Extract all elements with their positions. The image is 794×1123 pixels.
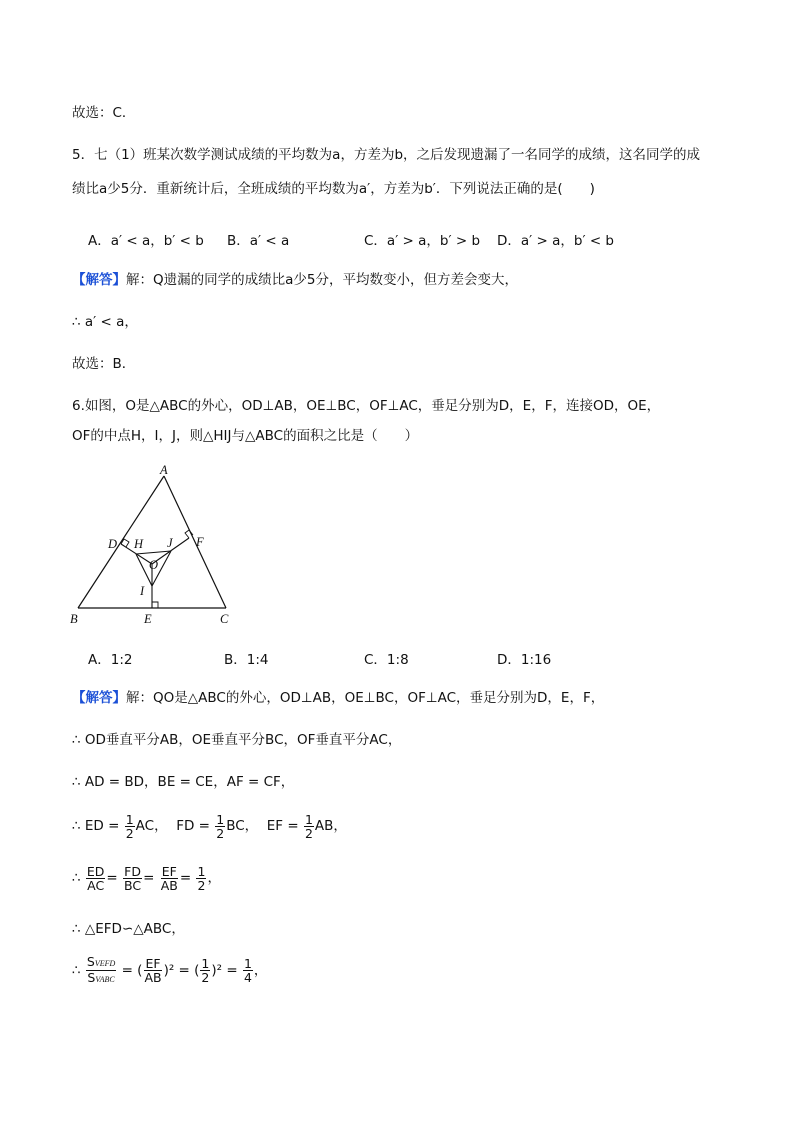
q6-option-d: D．1:16 <box>497 652 552 668</box>
q5-conclusion: 故选：B． <box>72 356 136 372</box>
q6-step6: ∴ $\frac{\text{SVEFD}}{\text{SVABC}}$ = ( $\frac{EF}{AB}$ )² = ( $\frac{1}{2}$ )² = $\frac{1}{4}$ ， <box>72 954 268 985</box>
q5-stem-line1: 5．七（1）班某次数学测试成绩的平均数为a，方差为b，之后发现遗漏了一名同学的成绩，这名同学的成 <box>72 147 701 163</box>
fraction-fd-bc: $\frac{FD}{BC}$ <box>124 863 142 893</box>
q6-step3: ∴ ED = $\frac{1}{2}$ AC， FD = $\frac{1}{2}$ BC， EF = $\frac{1}{2}$ AB， <box>72 811 347 841</box>
label-o: O <box>149 558 159 572</box>
label-c: C <box>220 612 229 626</box>
q5-answer-text: 解：Q遗漏的同学的成绩比a少5分，平均数变小，但方差会变大， <box>126 272 518 288</box>
fraction-quarter: $\frac{1}{4}$ <box>243 956 252 985</box>
q6-step2: ∴ AD = BD，BE = CE，AF = CF， <box>72 774 295 790</box>
side-ab <box>78 476 164 608</box>
label-a: A <box>160 463 168 477</box>
q6-answer-text: 解：QO是△ABC的外心，OD⊥AB，OE⊥BC，OF⊥AC，垂足分别为D，E，F， <box>126 690 605 706</box>
q6-step1: ∴ OD垂直平分AB，OE垂直平分BC，OF垂直平分AC， <box>72 732 402 748</box>
fraction-area-ratio: $\frac{\text{SVEFD}}{\text{SVABC}}$ <box>86 954 116 985</box>
label-f: F <box>196 535 204 549</box>
right-angle-f <box>185 530 193 538</box>
q6-step5: ∴ △EFD∽△ABC， <box>72 921 185 937</box>
fraction-half: $\frac{1}{2}$ <box>197 863 206 893</box>
q5-option-d: D．a′ > a，b′ < b <box>497 233 614 249</box>
label-b: B <box>70 612 78 626</box>
fraction-half: $\frac{1}{2}$ <box>201 956 210 985</box>
q6-option-a: A．1:2 <box>88 652 133 668</box>
fraction-half: $\frac{1}{2}$ <box>125 811 134 841</box>
label-e: E <box>144 612 152 626</box>
label-i: I <box>140 584 145 598</box>
answer-tag: 【解答】 <box>72 690 126 706</box>
q5-answer <box>72 271 518 289</box>
q6-answer <box>72 689 604 707</box>
fraction-ef-ab: $\frac{EF}{AB}$ <box>160 863 178 893</box>
previous-conclusion: 故选：C． <box>72 105 136 121</box>
q5-option-a: A．a′ < a，b′ < b <box>88 233 204 249</box>
fraction-ef-ab: $\frac{EF}{AB}$ <box>144 956 162 985</box>
q6-stem-line2: OF的中点H，I，J，则△HIJ与△ABC的面积之比是（ ） <box>72 428 419 444</box>
right-angle-e <box>152 602 158 608</box>
q5-option-c: C．a′ > a，b′ > b <box>364 233 481 249</box>
fraction-ed-ac: $\frac{ED}{AC}$ <box>86 863 105 893</box>
q6-option-c: C．1:8 <box>364 652 409 668</box>
q5-stem-line2: 绩比a少5分．重新统计后，全班成绩的平均数为a′，方差为b′．下列说法正确的是( ) <box>72 181 595 197</box>
side-ac <box>164 476 226 608</box>
q6-option-b: B．1:4 <box>224 652 269 668</box>
fraction-half: $\frac{1}{2}$ <box>216 811 225 841</box>
answer-tag: 【解答】 <box>72 272 126 288</box>
side-hj <box>136 551 171 554</box>
triangle-figure <box>60 458 260 634</box>
label-d: D <box>108 537 118 551</box>
fraction-half: $\frac{1}{2}$ <box>304 811 313 841</box>
label-j: J <box>167 536 173 550</box>
q5-option-b: B．a′ < a <box>227 233 290 249</box>
q6-step4: ∴ $\frac{ED}{AC}$ = $\frac{FD}{BC}$ = $\frac{EF}{AB}$ = $\frac{1}{2}$ ， <box>72 863 221 893</box>
q6-stem-line1: 6.如图，O是△ABC的外心，OD⊥AB，OE⊥BC，OF⊥AC，垂足分别为D，E，F，连接OD，OE， <box>72 398 661 414</box>
q5-step1: ∴ a′ < a， <box>72 314 138 330</box>
label-h: H <box>134 537 144 551</box>
